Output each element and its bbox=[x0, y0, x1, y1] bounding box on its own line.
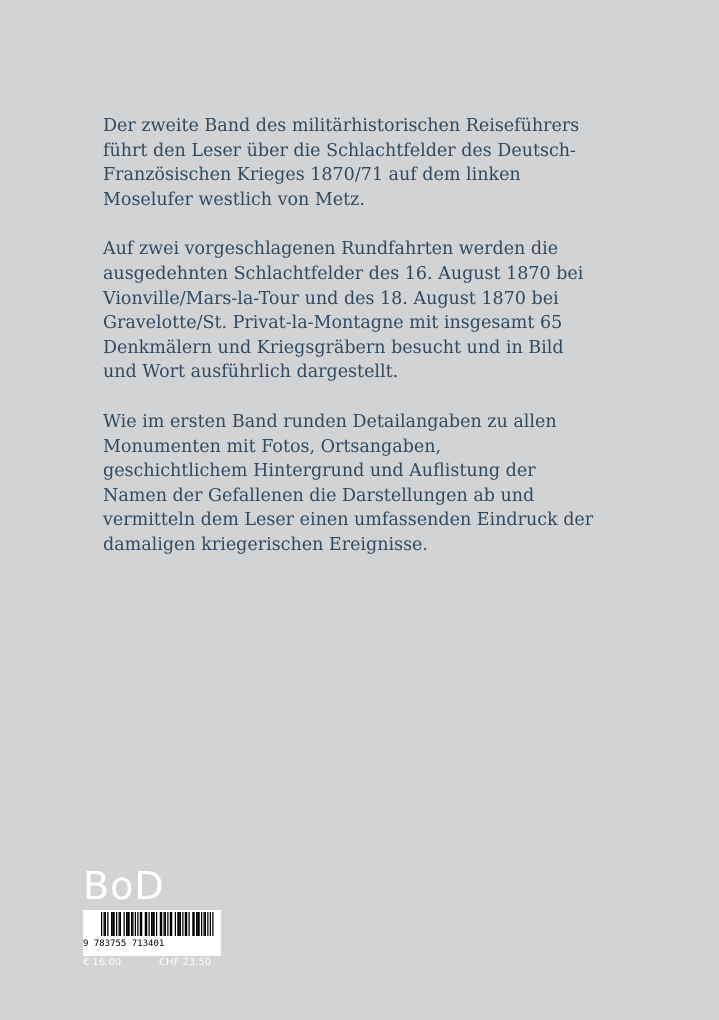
barcode-bar bbox=[212, 912, 213, 936]
barcode-bar bbox=[140, 912, 141, 936]
blurb-line: Denkmälern und Kriegsgräbern besucht und in Bild bbox=[103, 337, 564, 358]
barcode-bar bbox=[131, 912, 132, 936]
barcode-bar bbox=[154, 912, 155, 936]
barcode-bar bbox=[114, 912, 115, 936]
barcode-bar bbox=[105, 912, 106, 936]
barcode-bar bbox=[167, 912, 168, 936]
blurb-line: Monumenten mit Fotos, Ortsangaben, bbox=[103, 436, 442, 457]
barcode-bar bbox=[126, 912, 127, 936]
barcode-bar bbox=[124, 912, 125, 936]
barcode-bar bbox=[107, 912, 108, 936]
blurb-line: vermitteln dem Leser einen umfassenden Eindruck der bbox=[103, 510, 594, 531]
barcode-bar bbox=[185, 912, 186, 936]
barcode-bar bbox=[160, 912, 161, 936]
barcode-bar bbox=[132, 912, 133, 936]
blurb-line: Namen der Gefallenen die Darstellungen ab und bbox=[103, 485, 535, 506]
bod-logo: BoD bbox=[83, 864, 165, 908]
barcode-bar bbox=[104, 912, 105, 936]
barcode-bar bbox=[145, 912, 146, 936]
barcode-bar bbox=[129, 912, 130, 936]
blurb-line: Französischen Krieges 1870/71 auf dem linken bbox=[103, 165, 521, 186]
barcode-bar bbox=[111, 912, 112, 936]
barcode-bar bbox=[165, 912, 166, 936]
barcode-bar bbox=[210, 912, 211, 936]
blurb-line: ausgedehnten Schlachtfelder des 16. August 1870 bei bbox=[103, 263, 584, 284]
barcode-bar bbox=[204, 912, 205, 936]
barcode-bar bbox=[149, 912, 150, 936]
barcode-bar bbox=[137, 912, 138, 936]
blurb-paragraph bbox=[103, 237, 623, 385]
blurb-line: Moselufer westlich von Metz. bbox=[103, 189, 365, 210]
barcode-bar bbox=[171, 912, 172, 936]
isbn-barcode bbox=[83, 910, 221, 956]
barcode-bar bbox=[101, 912, 102, 936]
barcode-bars bbox=[83, 910, 221, 938]
barcode-bar bbox=[196, 912, 197, 936]
barcode-bar bbox=[120, 912, 121, 936]
blurb-paragraph bbox=[103, 114, 623, 212]
blurb-line: Vionville/Mars-la-Tour und des 18. August 1870 bei bbox=[103, 288, 559, 309]
barcode-bar bbox=[186, 912, 187, 936]
price-line bbox=[83, 957, 233, 969]
barcode-bar bbox=[192, 912, 193, 936]
barcode-bar bbox=[199, 912, 200, 936]
blurb-line: Der zweite Band des militärhistorischen Reiseführers bbox=[103, 116, 580, 136]
barcode-bar bbox=[205, 912, 206, 936]
barcode-bar bbox=[116, 912, 117, 936]
barcode-bar bbox=[207, 912, 208, 936]
barcode-bar bbox=[112, 912, 113, 936]
blurb-line: führt den Leser über die Schlachtfelder des Deutsch- bbox=[103, 140, 576, 161]
blurb-line: geschichtlichem Hintergrund und Auflistung der bbox=[103, 461, 536, 482]
barcode-bar bbox=[197, 912, 198, 936]
barcode-bar bbox=[156, 912, 157, 936]
publisher-block bbox=[83, 866, 233, 976]
blurb-line: und Wort ausführlich dargestellt. bbox=[103, 362, 399, 383]
barcode-bar bbox=[164, 912, 165, 936]
barcode-bar bbox=[119, 912, 120, 936]
barcode-bar bbox=[177, 912, 178, 936]
isbn-digits: 9 783755 713401 bbox=[83, 939, 165, 949]
barcode-bar bbox=[152, 912, 153, 936]
barcode-bar bbox=[141, 912, 142, 936]
barcode-bar bbox=[161, 912, 162, 936]
barcode-bar bbox=[180, 912, 181, 936]
barcode-bar bbox=[201, 912, 202, 936]
barcode-bar bbox=[135, 912, 136, 936]
barcode-bar bbox=[170, 912, 171, 936]
blurb-line: Wie im ersten Band runden Detailangaben zu allen bbox=[103, 411, 557, 432]
barcode-bar bbox=[175, 912, 176, 936]
blurb-paragraph bbox=[103, 410, 623, 558]
back-cover-blurb bbox=[103, 114, 623, 583]
price-eur: € 16.00 bbox=[83, 957, 122, 968]
blurb-line: Gravelotte/St. Privat-la-Montagne mit insgesamt 65 bbox=[103, 313, 563, 334]
barcode-bar bbox=[194, 912, 195, 936]
barcode-bar bbox=[182, 912, 183, 936]
barcode-bar bbox=[179, 912, 180, 936]
barcode-bar bbox=[127, 912, 128, 936]
barcode-bar bbox=[151, 912, 152, 936]
barcode-bar bbox=[189, 912, 190, 936]
barcode-bar bbox=[146, 912, 147, 936]
price-chf: CHF 23.50 bbox=[159, 957, 212, 968]
blurb-line: Auf zwei vorgeschlagenen Rundfahrten werden die bbox=[103, 239, 559, 260]
blurb-line: damaligen kriegerischen Ereignisse. bbox=[103, 534, 428, 555]
